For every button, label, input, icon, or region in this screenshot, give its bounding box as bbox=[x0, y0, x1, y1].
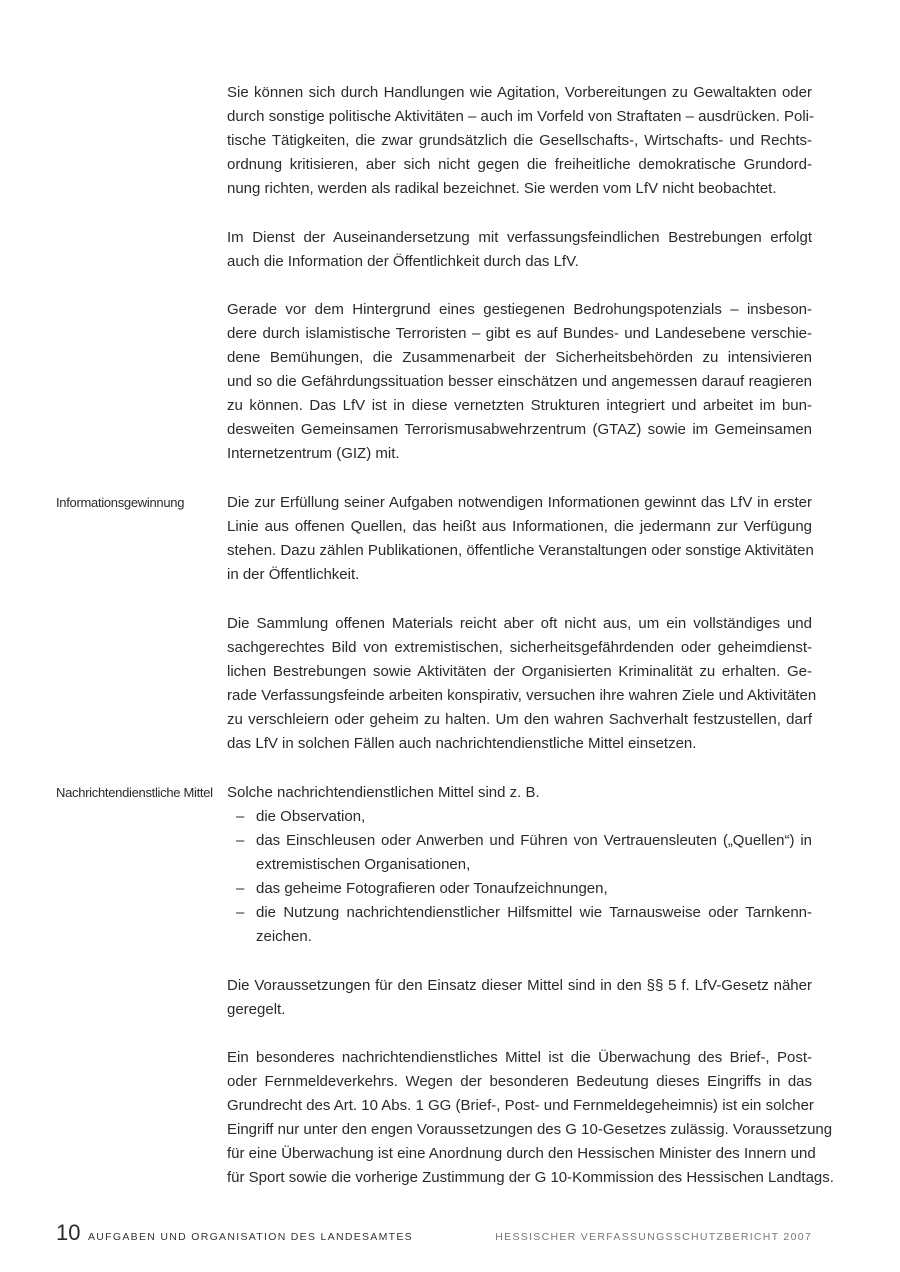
list-bullet: – bbox=[236, 832, 245, 849]
body-line: sachgerechtes Bild von extremistischen, sicherheitsgefährdenden oder geheimdienst- bbox=[227, 639, 812, 656]
body-line: Gerade vor dem Hintergrund eines gestiegenen Bedrohungspotenzials – insbeson- bbox=[227, 301, 812, 318]
body-line: lichen Bestrebungen sowie Aktivitäten der Organisierten Kriminalität zu erhalten. Ge- bbox=[227, 663, 812, 680]
body-line: rade Verfassungsfeinde arbeiten konspirativ, versuchen ihre wahren Ziele und Aktivitäten bbox=[227, 687, 817, 704]
body-line: tische Tätigkeiten, die zwar grundsätzlich die Gesellschafts-, Wirtschafts- und Rechts- bbox=[227, 132, 812, 149]
footer-section-title: AUFGABEN UND ORGANISATION DES LANDESAMTES bbox=[88, 1231, 413, 1243]
body-line: und so die Gefährdungssituation besser einschätzen und angemessen darauf reagieren bbox=[227, 373, 812, 390]
body-line: für Sport sowie die vorherige Zustimmung der G 10-Kommission des Hessischen Landtags. bbox=[227, 1169, 834, 1186]
list-bullet: – bbox=[236, 904, 245, 921]
body-line: dene Bemühungen, die Zusammenarbeit der Sicherheitsbehörden zu intensivieren bbox=[227, 349, 812, 366]
list-item-continuation: zeichen. bbox=[256, 928, 312, 945]
body-line: Eingriff nur unter den engen Voraussetzungen des G 10-Gesetzes zulässig. Voraussetzung bbox=[227, 1121, 833, 1138]
body-line: desweiten Gemeinsamen Terrorismusabwehrzentrum (GTAZ) sowie im Gemeinsamen bbox=[227, 421, 812, 438]
side-label-informationsgewinnung: Informationsgewinnung bbox=[56, 495, 185, 510]
body-line: Linie aus offenen Quellen, das heißt aus Informationen, die jedermann zur Verfügung bbox=[227, 518, 812, 535]
body-line: Grundrecht des Art. 10 Abs. 1 GG (Brief-, Post- und Fernmeldegeheimnis) ist ein solcher bbox=[227, 1097, 814, 1114]
body-line: durch sonstige politische Aktivitäten – auch im Vorfeld von Straftaten – ausdrücken. Poli- bbox=[227, 108, 814, 125]
body-line: Ein besonderes nachrichtendienstliches Mittel ist die Überwachung des Brief-, Post- bbox=[227, 1049, 812, 1066]
list-item: das geheime Fotografieren oder Tonaufzeichnungen, bbox=[256, 880, 608, 897]
body-line: zu verschleiern oder geheim zu halten. Um den wahren Sachverhalt festzustellen, darf bbox=[227, 711, 812, 728]
body-line: nung richten, werden als radikal bezeichnet. Sie werden vom LfV nicht beobachtet. bbox=[227, 180, 777, 197]
list-bullet: – bbox=[236, 808, 245, 825]
body-line: das LfV in solchen Fällen auch nachrichtendienstliche Mittel einsetzen. bbox=[227, 735, 697, 752]
body-line: Sie können sich durch Handlungen wie Agitation, Vorbereitungen zu Gewaltakten oder bbox=[227, 84, 812, 101]
body-line: zu können. Das LfV ist in diese vernetzten Strukturen integriert und arbeitet im bun- bbox=[227, 397, 812, 414]
body-line: Die Sammlung offenen Materials reicht aber oft nicht aus, um ein vollständiges und bbox=[227, 615, 812, 632]
list-item: die Observation, bbox=[256, 808, 366, 825]
body-line: geregelt. bbox=[227, 1001, 286, 1018]
list-item: das Einschleusen oder Anwerben und Führen von Vertrauensleuten („Quellen“) in bbox=[256, 832, 812, 849]
body-line: für eine Überwachung ist eine Anordnung durch den Hessischen Minister des Innern und bbox=[227, 1145, 816, 1162]
body-line: oder Fernmeldeverkehrs. Wegen der besonderen Bedeutung dieses Eingriffs in das bbox=[227, 1073, 812, 1090]
body-line: Internetzentrum (GIZ) mit. bbox=[227, 445, 400, 462]
body-line: dere durch islamistische Terroristen – gibt es auf Bundes- und Landesebene verschie- bbox=[227, 325, 812, 342]
body-line: auch die Information der Öffentlichkeit durch das LfV. bbox=[227, 253, 579, 270]
body-line: stehen. Dazu zählen Publikationen, öffentliche Veranstaltungen oder sonstige Aktivitäten bbox=[227, 542, 814, 559]
list-item: die Nutzung nachrichtendienstlicher Hilfsmittel wie Tarnausweise oder Tarnkenn- bbox=[256, 904, 812, 921]
list-item-continuation: extremistischen Organisationen, bbox=[256, 856, 471, 873]
body-line: Die Voraussetzungen für den Einsatz dieser Mittel sind in den §§ 5 f. LfV-Gesetz näher bbox=[227, 977, 812, 994]
body-line: Solche nachrichtendienstlichen Mittel sind z. B. bbox=[227, 784, 540, 801]
body-line: ordnung kritisieren, aber sich nicht gegen die freiheitliche demokratische Grundord- bbox=[227, 156, 812, 173]
list-bullet: – bbox=[236, 880, 245, 897]
body-line: Die zur Erfüllung seiner Aufgaben notwendigen Informationen gewinnt das LfV in erster bbox=[227, 494, 812, 511]
body-line: in der Öffentlichkeit. bbox=[227, 566, 360, 583]
side-label-nachrichtendienstliche-mittel: Nachrichtendienstliche Mittel bbox=[56, 785, 213, 800]
body-line: Im Dienst der Auseinandersetzung mit verfassungsfeindlichen Bestrebungen erfolgt bbox=[227, 229, 812, 246]
footer-report-title: HESSISCHER VERFASSUNGSSCHUTZBERICHT 2007 bbox=[495, 1231, 812, 1243]
page-number: 10 bbox=[56, 1220, 81, 1245]
